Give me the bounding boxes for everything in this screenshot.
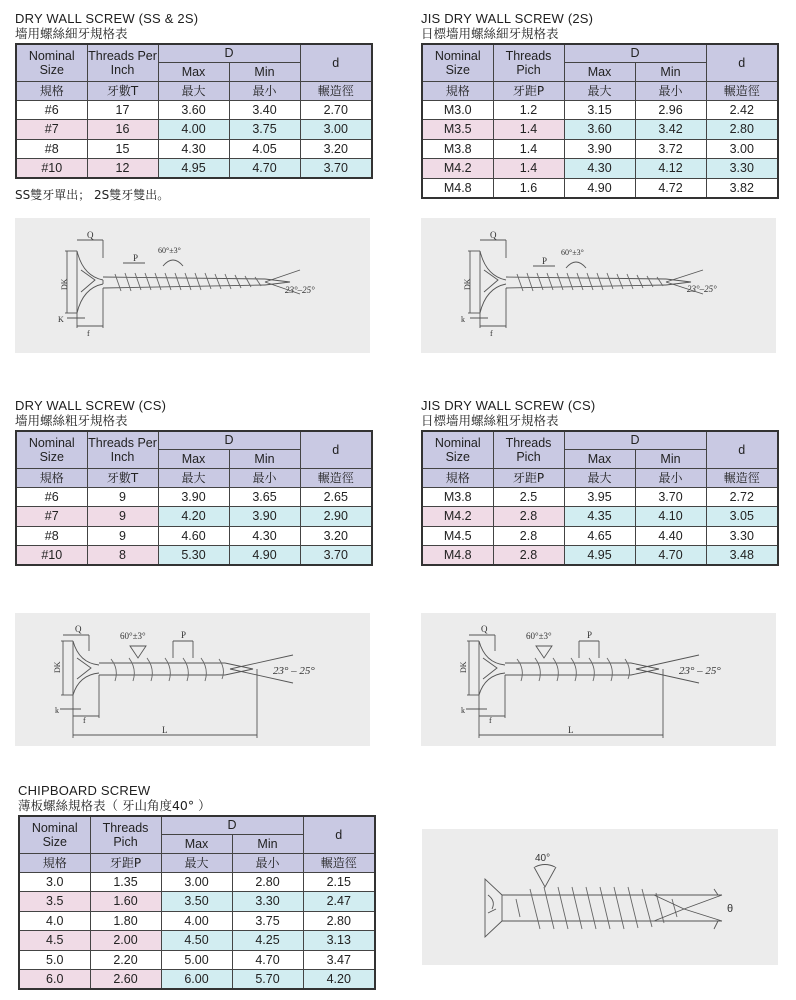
- dim-l-label: L: [162, 725, 168, 735]
- spec-table-jis-drywall-coarse: [421, 430, 779, 566]
- dim-p-label: P: [587, 630, 593, 640]
- tip-angle-label: 23° – 25°: [679, 665, 721, 677]
- table-row: #10 8 5.30 4.90 3.70: [16, 546, 372, 566]
- header-cn-max: 最大: [564, 81, 635, 100]
- table-row: M4.2 2.8 4.35 4.10 3.05: [422, 507, 778, 527]
- table-row: 3.5 1.60 3.50 3.30 2.47: [19, 892, 375, 912]
- tip-angle-label: θ: [727, 903, 734, 915]
- header-cn-max: 最大: [161, 853, 232, 872]
- header-cn-d: 輾造徑: [303, 853, 375, 872]
- screw-diagram-fine-jis: [421, 218, 776, 353]
- section-title: JIS DRY WALL SCREW (CS): [421, 398, 596, 413]
- header-D: D: [564, 431, 706, 449]
- table-row: M4.2 1.4 4.30 4.12 3.30: [422, 159, 778, 179]
- header-cn-threads: 牙距P: [493, 468, 564, 487]
- table-row: M4.5 2.8 4.65 4.40 3.30: [422, 526, 778, 546]
- dim-k-label: k: [461, 706, 465, 715]
- header-max: Max: [564, 62, 635, 81]
- table-row: 4.5 2.00 4.50 4.25 3.13: [19, 931, 375, 951]
- section-title: JIS DRY WALL SCREW (2S): [421, 11, 594, 26]
- header-cn-d: 輾造徑: [300, 81, 372, 100]
- header-cn-size: 規格: [16, 81, 87, 100]
- header-cn-threads: 牙數T: [87, 81, 158, 100]
- fine-thread-screw-icon: [421, 218, 776, 353]
- spec-table-chipboard: [18, 815, 376, 990]
- header-d: d: [300, 44, 372, 81]
- spec-table-jis-drywall-fine: [421, 43, 779, 199]
- header-nominal-size: Nominal Size: [16, 431, 87, 468]
- coarse-thread-screw-icon: [421, 613, 776, 746]
- dim-q-label: Q: [75, 624, 82, 634]
- header-cn-max: 最大: [564, 468, 635, 487]
- section-drywall-fine: [15, 11, 373, 203]
- header-cn-size: 規格: [422, 81, 493, 100]
- header-cn-min: 最小: [635, 468, 706, 487]
- table-row: M4.8 2.8 4.95 4.70 3.48: [422, 546, 778, 566]
- table-row: M3.5 1.4 3.60 3.42 2.80: [422, 120, 778, 140]
- header-max: Max: [158, 449, 229, 468]
- header-threads: Threads Pich: [493, 431, 564, 468]
- header-max: Max: [564, 449, 635, 468]
- header-D: D: [158, 431, 300, 449]
- dim-q-label: Q: [490, 230, 497, 240]
- header-cn-threads: 牙距P: [493, 81, 564, 100]
- header-min: Min: [229, 62, 300, 81]
- header-cn-d: 輾造徑: [706, 81, 778, 100]
- dim-q-label: Q: [481, 624, 488, 634]
- table-row: #8 9 4.60 4.30 3.20: [16, 526, 372, 546]
- dim-f-label: f: [83, 716, 86, 725]
- tip-angle-label: 23°–25°: [687, 284, 717, 294]
- dim-dk-label: DK: [463, 278, 472, 290]
- spec-table-drywall-fine: [15, 43, 373, 179]
- section-chipboard: [18, 783, 376, 990]
- table-row: 4.0 1.80 4.00 3.75 2.80: [19, 911, 375, 931]
- chipboard-screw-icon: [422, 829, 778, 965]
- header-cn-size: 規格: [19, 853, 90, 872]
- header-min: Min: [635, 62, 706, 81]
- header-D: D: [161, 816, 303, 834]
- section-title: CHIPBOARD SCREW: [18, 783, 151, 798]
- table-note: SS雙牙單出； 2S雙牙雙出。: [15, 188, 170, 202]
- header-cn-d: 輾造徑: [300, 468, 372, 487]
- header-nominal-size: Nominal Size: [19, 816, 90, 853]
- thread-angle-label: 60°±3°: [120, 631, 146, 641]
- fine-thread-screw-icon: [15, 218, 370, 353]
- header-d: d: [300, 431, 372, 468]
- header-min: Min: [229, 449, 300, 468]
- section-drywall-coarse: [15, 398, 373, 566]
- header-cn-min: 最小: [635, 81, 706, 100]
- table-row: 5.0 2.20 5.00 4.70 3.47: [19, 950, 375, 970]
- header-D: D: [564, 44, 706, 62]
- dim-dk-label: DK: [60, 278, 69, 290]
- thread-angle-label: 60°±3°: [561, 248, 584, 257]
- section-subtitle: 墻用螺絲粗牙規格表: [15, 413, 128, 428]
- section-title: DRY WALL SCREW (SS & 2S): [15, 11, 199, 26]
- screw-diagram-chipboard: [422, 829, 778, 965]
- table-row: M4.8 1.6 4.90 4.72 3.82: [422, 178, 778, 198]
- section-subtitle: 日標墻用螺絲粗牙規格表: [421, 413, 559, 428]
- spec-table-drywall-coarse: [15, 430, 373, 566]
- thread-angle-label: 40°: [535, 853, 551, 864]
- table-row: 6.0 2.60 6.00 5.70 4.20: [19, 970, 375, 990]
- header-threads: Threads Pich: [90, 816, 161, 853]
- header-max: Max: [161, 834, 232, 853]
- header-min: Min: [232, 834, 303, 853]
- screw-diagram-coarse: [15, 613, 370, 746]
- header-min: Min: [635, 449, 706, 468]
- header-D: D: [158, 44, 300, 62]
- section-jis-drywall-coarse: [421, 398, 779, 566]
- header-cn-min: 最小: [229, 81, 300, 100]
- section-subtitle: 薄板螺絲規格表（ 牙山角度40° ）: [18, 798, 211, 813]
- header-cn-size: 規格: [16, 468, 87, 487]
- dim-f-label: f: [490, 329, 493, 338]
- dim-p-label: P: [181, 630, 187, 640]
- header-cn-threads: 牙數T: [87, 468, 158, 487]
- table-row: 3.0 1.35 3.00 2.80 2.15: [19, 872, 375, 892]
- dim-f-label: f: [87, 329, 90, 338]
- header-cn-threads: 牙距P: [90, 853, 161, 872]
- table-row: M3.8 2.5 3.95 3.70 2.72: [422, 487, 778, 507]
- section-subtitle: 墻用螺絲細牙規格表: [15, 26, 128, 41]
- tip-angle-label: 23° – 25°: [273, 665, 315, 677]
- header-threads: Threads Pich: [493, 44, 564, 81]
- thread-angle-label: 60°±3°: [526, 631, 552, 641]
- tip-angle-label: 23°–25°: [285, 285, 315, 295]
- dim-dk-label: DK: [53, 661, 62, 673]
- section-jis-drywall-fine: [421, 11, 779, 199]
- dim-dk-label: DK: [459, 661, 468, 673]
- header-nominal-size: Nominal Size: [16, 44, 87, 81]
- dim-l-label: L: [568, 725, 574, 735]
- table-row: #7 9 4.20 3.90 2.90: [16, 507, 372, 527]
- header-nominal-size: Nominal Size: [422, 44, 493, 81]
- dim-q-label: Q: [87, 230, 94, 240]
- table-row: #7 16 4.00 3.75 3.00: [16, 120, 372, 140]
- dim-k-label: k: [461, 315, 465, 324]
- header-cn-max: 最大: [158, 81, 229, 100]
- header-cn-d: 輾造徑: [706, 468, 778, 487]
- table-row: #10 12 4.95 4.70 3.70: [16, 159, 372, 179]
- section-title: DRY WALL SCREW (CS): [15, 398, 167, 413]
- header-d: d: [706, 44, 778, 81]
- section-subtitle: 日標墻用螺絲細牙規格表: [421, 26, 559, 41]
- header-threads: Threads Per Inch: [87, 431, 158, 468]
- header-max: Max: [158, 62, 229, 81]
- header-d: d: [706, 431, 778, 468]
- dim-k-label: k: [55, 706, 59, 715]
- coarse-thread-screw-icon: [15, 613, 370, 746]
- table-row: #6 17 3.60 3.40 2.70: [16, 100, 372, 120]
- header-d: d: [303, 816, 375, 853]
- dim-p-label: P: [542, 256, 548, 266]
- table-row: M3.8 1.4 3.90 3.72 3.00: [422, 139, 778, 159]
- header-cn-min: 最小: [229, 468, 300, 487]
- header-cn-size: 規格: [422, 468, 493, 487]
- header-nominal-size: Nominal Size: [422, 431, 493, 468]
- table-row: #6 9 3.90 3.65 2.65: [16, 487, 372, 507]
- header-cn-max: 最大: [158, 468, 229, 487]
- screw-diagram-coarse-jis: [421, 613, 776, 746]
- dim-k-label: K: [58, 315, 64, 324]
- header-cn-min: 最小: [232, 853, 303, 872]
- dim-p-label: P: [133, 253, 139, 263]
- table-row: #8 15 4.30 4.05 3.20: [16, 139, 372, 159]
- screw-diagram-fine: [15, 218, 370, 353]
- dim-f-label: f: [489, 716, 492, 725]
- thread-angle-label: 60°±3°: [158, 246, 181, 255]
- header-threads: Threads Per Inch: [87, 44, 158, 81]
- table-row: M3.0 1.2 3.15 2.96 2.42: [422, 100, 778, 120]
